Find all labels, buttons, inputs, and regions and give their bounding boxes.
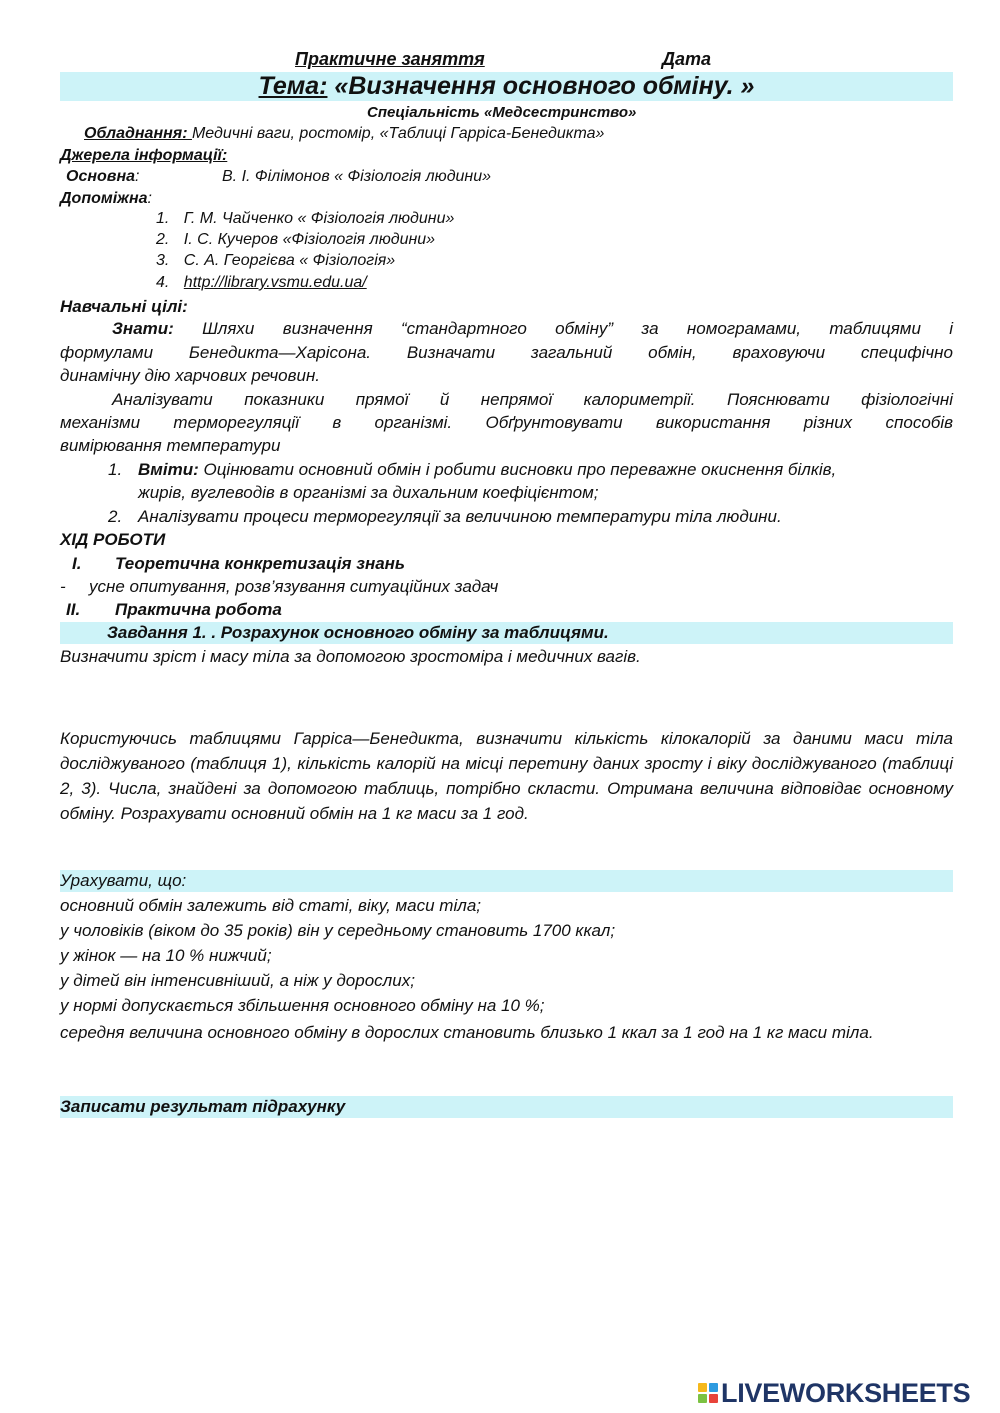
note-item: основний обмін залежить від статі, віку, маси тіла; — [60, 896, 482, 915]
know-line-3: динамічну дію харчових речовин. — [60, 366, 321, 385]
specialty-line: Спеціальність «Медсестринство» — [367, 104, 637, 121]
skill-num: 2. — [108, 507, 123, 526]
aux-item-num: 3. — [156, 252, 170, 269]
note-item: у жінок — на 10 % нижчий; — [60, 946, 272, 965]
note-item: у нормі допускається збільшення основного обміну на 10 %; — [60, 996, 545, 1015]
notes-heading: Урахувати, що: — [60, 870, 953, 892]
equipment-text: Медичні ваги, ростомір, «Таблиці Гарріса-Бенедикта» — [191, 125, 605, 142]
skill-line-1 — [138, 459, 836, 481]
aux-item-num: 4. — [156, 274, 170, 291]
analyze-line-2: механізми терморегуляції в організмі. Обґрунтовувати використання різних способів — [60, 413, 953, 432]
logo-text: LIVEWORKSHEETS — [721, 1377, 971, 1408]
aux-source-item — [156, 272, 367, 294]
section-1-title: Теоретична конкретизація знань — [115, 554, 406, 573]
know-label: Знати: — [112, 319, 174, 338]
aux-source-line — [60, 188, 953, 210]
aux-item-num: 2. — [156, 231, 170, 248]
equipment-line — [84, 123, 604, 145]
progress-heading: ХІД РОБОТИ — [60, 530, 166, 549]
aux-source-item — [156, 208, 454, 230]
aux-source-item — [156, 229, 435, 251]
section-1-dash: - — [60, 577, 66, 596]
section-2-title: Практична робота — [115, 600, 282, 619]
skill-line-2: жирів, вуглеводів в організмі за дихальним коефіцієнтом; — [138, 483, 599, 502]
skill-num: 1. — [108, 460, 123, 479]
logo-tile — [698, 1383, 707, 1392]
analyze-line-1: Аналізувати показники прямої й непрямої калориметрії. Пояснювати фізіологічні — [112, 390, 953, 409]
task1-step2: Користуючись таблицями Гарріса—Бенедикта, визначити кількість кілокалорій за даними маси тіла досліджуваного (таблиця 1), кількість калорій на місці перетину даних зросту і віку досліджуваного (таблиці 2, 3). Числа, знайдені за допомогою таблиць, потрібно скласти. Отримана величина відповідає основному обміну. Розрахувати основний обмін на 1 кг маси за 1 год. — [60, 729, 953, 823]
aux-item-text: Г. М. Чайченко « Фізіологія людини» — [183, 210, 455, 227]
liveworksheets-logo — [698, 1379, 970, 1407]
record-result: Записати результат підрахунку — [60, 1096, 953, 1118]
skill-label: Вміти: — [138, 460, 199, 479]
skill-text: Оцінювати основний обмін і робити висновки про переважне окиснення білків, — [198, 460, 837, 479]
logo-mark-icon — [698, 1383, 718, 1403]
practical-label: Практичне заняття — [295, 49, 485, 69]
goals-heading: Навчальні цілі: — [60, 297, 188, 316]
know-line-1 — [112, 318, 953, 340]
equipment-label: Обладнання: — [84, 125, 192, 142]
task1-title — [60, 622, 953, 644]
logo-tile — [709, 1394, 718, 1403]
logo-tile — [709, 1383, 718, 1392]
main-source-colon: : — [135, 168, 140, 185]
task1-step1: Визначити зріст і масу тіла за допомогою зростоміра і медичних вагів. — [60, 647, 641, 666]
topic-prefix: Тема: — [258, 72, 328, 100]
topic-text: «Визначення основного обміну. » — [327, 72, 755, 100]
skill-line-1: Аналізувати процеси терморегуляції за величиною температури тіла людини. — [138, 507, 782, 526]
date-label: Дата — [662, 49, 712, 69]
analyze-line-3: вимірювання температури — [60, 436, 281, 455]
note-item: у чоловіків (віком до 35 років) він у середньому становить 1700 ккал; — [60, 921, 616, 940]
library-link[interactable]: http://library.vsmu.edu.ua/ — [183, 274, 367, 291]
aux-source-colon: : — [147, 190, 152, 207]
main-source-line — [60, 166, 953, 188]
task1-title-text: Завдання 1. . Розрахунок основного обміну за таблицями. — [107, 623, 609, 642]
section-1-item: усне опитування, розв’язування ситуаційних задач — [89, 577, 499, 596]
aux-item-text: І. С. Кучеров «Фізіологія людини» — [183, 231, 436, 248]
main-source-text: В. І. Філімонов « Фізіологія людини» — [222, 168, 492, 185]
main-source-label: Основна — [66, 168, 136, 185]
topic-title — [60, 72, 953, 101]
aux-item-num: 1. — [156, 210, 170, 227]
note-item: середня величина основного обміну в дорослих становить близько 1 ккал за 1 год на 1 кг маси тіла. — [60, 1023, 874, 1042]
aux-item-text: С. А. Георгієва « Фізіологія» — [183, 252, 396, 269]
sources-heading: Джерела інформації: — [60, 147, 228, 164]
section-2-num: II. — [66, 600, 81, 619]
aux-source-label: Допоміжна — [60, 190, 148, 207]
know-text: Шляхи визначення “стандартного обміну” за номограмами, таблицями і — [173, 319, 953, 338]
aux-source-item — [156, 250, 395, 272]
section-1-num: I. — [72, 554, 82, 573]
logo-tile — [698, 1394, 707, 1403]
note-item: у дітей він інтенсивніший, а ніж у дорослих; — [60, 971, 415, 990]
know-line-2: формулами Бенедикта—Харісона. Визначати загальний обмін, враховуючи специфічно — [60, 343, 953, 362]
